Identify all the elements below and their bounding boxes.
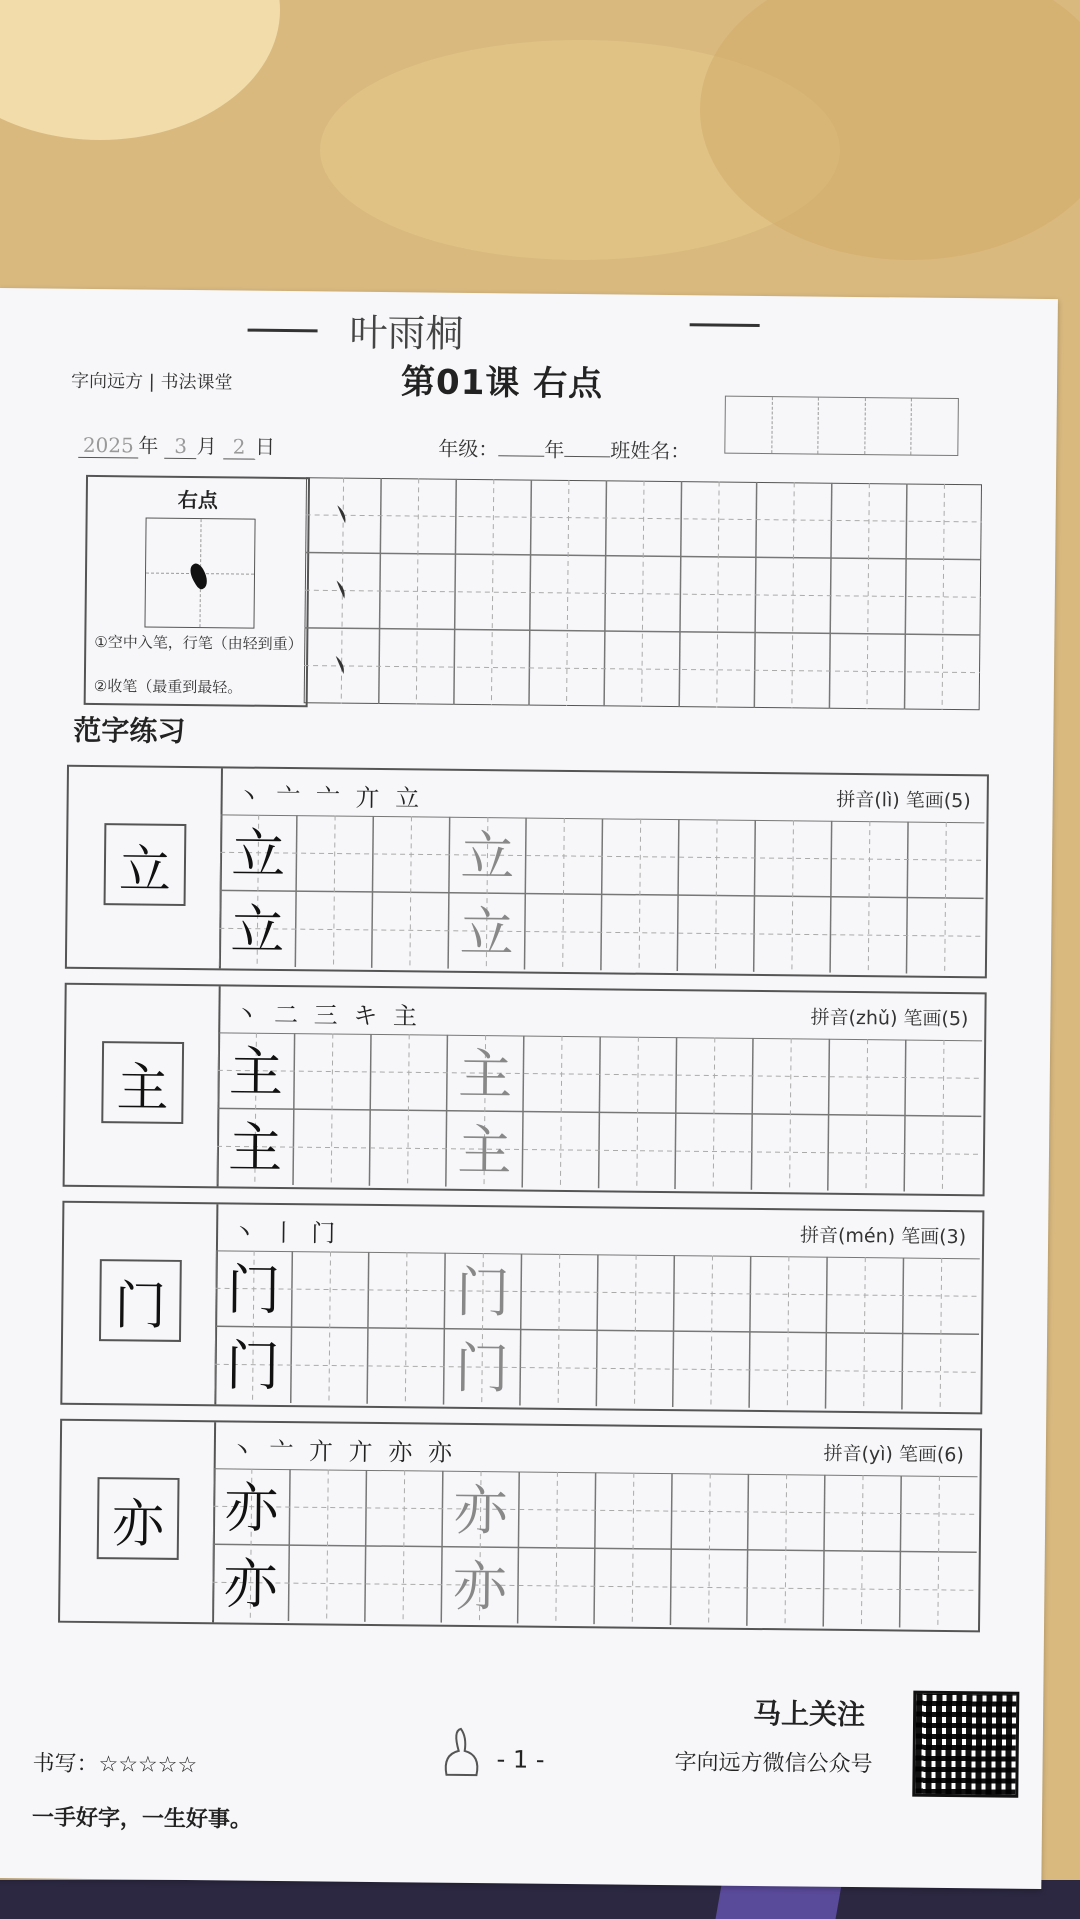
section-title: 范字练习 [73, 713, 186, 748]
stroke-practice-grid[interactable] [304, 477, 982, 710]
model-char: 主 [101, 1041, 184, 1124]
stroke-order: 丶 亠 亠 亣 立 [236, 782, 424, 813]
stroke-demo-box [84, 475, 310, 707]
char-info [800, 1220, 966, 1249]
handwritten-name: 叶雨桐 [349, 310, 464, 356]
char-info [823, 1439, 964, 1467]
brand-logo: 字向远方 | 书法课堂 [70, 370, 233, 394]
practice-grid[interactable] [212, 1468, 978, 1628]
stroke-demo-grid [144, 518, 255, 629]
background-cloth [0, 0, 280, 140]
date-row [78, 429, 275, 460]
example-char: 主 [227, 1116, 283, 1181]
follow-label: 马上关注 [752, 1696, 866, 1732]
trace-char: 立 [459, 900, 515, 965]
trace-char: 门 [455, 1260, 511, 1325]
trace-dot-icon [337, 505, 346, 523]
stroke-tip-2: ②收笔（最重到最轻。 [93, 677, 243, 697]
pinyin-label: 拼音(zhǔ) [810, 1006, 898, 1030]
lesson-title: 第01课 右点 [400, 362, 604, 405]
stroke-count-label: 笔画(3) [901, 1225, 967, 1249]
example-char: 亦 [224, 1476, 279, 1540]
char-info [810, 1003, 968, 1032]
rabbit-icon [436, 1725, 489, 1782]
qr-code[interactable] [912, 1691, 1019, 1798]
pinyin-label: 拼音(yì) [823, 1442, 893, 1466]
char-block [58, 1419, 982, 1633]
stroke-tip-1: ①空中入笔，行笔（由轻到重） [94, 633, 303, 654]
example-char: 门 [225, 1334, 281, 1398]
day-field[interactable]: 2 [223, 434, 255, 459]
grade-label: 年级： [438, 436, 499, 462]
char-model-cell [65, 985, 221, 1187]
month-label: 月 [196, 434, 217, 459]
trace-dot-icon [336, 656, 345, 674]
trace-char: 主 [457, 1118, 512, 1183]
stroke-title: 右点 [177, 487, 218, 513]
practice-grid[interactable] [217, 1032, 983, 1192]
pinyin-label: 拼音(mén) [799, 1224, 896, 1248]
stroke-count-label: 笔画(6) [898, 1443, 964, 1467]
wechat-label: 字向远方微信公众号 [674, 1750, 873, 1778]
practice-grid[interactable] [214, 1250, 980, 1410]
grade-row [438, 433, 690, 465]
stroke-order: 丶 二 三 キ 主 [234, 1000, 422, 1031]
example-char: 立 [230, 898, 285, 963]
year-label: 年 [544, 437, 565, 462]
pinyin-label: 拼音(lì) [836, 788, 900, 812]
model-char: 立 [104, 823, 187, 906]
model-char: 门 [99, 1259, 182, 1342]
stroke-count-label: 笔画(5) [905, 789, 971, 813]
example-char: 主 [228, 1040, 284, 1105]
trace-char: 亦 [452, 1554, 508, 1619]
handwritten-line [248, 329, 318, 333]
trace-char: 门 [454, 1336, 510, 1401]
char-model-cell [67, 767, 223, 969]
worksheet [0, 288, 1058, 1889]
slogan: 一手好字，一生好事。 [31, 1805, 253, 1833]
example-char: 亦 [223, 1552, 278, 1616]
practice-grid[interactable] [219, 814, 985, 974]
stroke-order: 丶 丨 门 [231, 1218, 340, 1248]
year-label: 年 [138, 433, 159, 458]
char-model-cell [62, 1203, 218, 1405]
grade-field[interactable] [498, 455, 544, 456]
char-block [63, 983, 987, 1197]
example-char: 门 [226, 1258, 282, 1322]
char-block [60, 1201, 984, 1415]
char-model-cell [60, 1421, 216, 1623]
handwritten-line [690, 323, 760, 327]
page-number: - 1 - [496, 1745, 545, 1774]
char-info [836, 785, 971, 813]
rating: 书写：☆☆☆☆☆ [32, 1751, 198, 1779]
stroke-count-label: 笔画(5) [903, 1007, 969, 1031]
trace-char: 亦 [453, 1478, 508, 1543]
model-char: 亦 [97, 1477, 180, 1560]
trace-char: 主 [457, 1042, 513, 1107]
name-boxes[interactable] [724, 396, 959, 456]
right-dot-icon [187, 561, 212, 591]
month-field[interactable]: 3 [165, 434, 197, 459]
name-label: 姓名： [630, 438, 691, 464]
day-label: 日 [254, 434, 276, 459]
trace-dot-icon [336, 581, 345, 599]
stroke-order: 丶 亠 亣 亣 亦 亦 [229, 1436, 457, 1467]
year-field[interactable]: 2025 [78, 433, 138, 459]
class-field[interactable] [564, 456, 610, 457]
trace-char: 立 [460, 824, 515, 889]
example-char: 立 [230, 822, 286, 887]
class-label: 班 [610, 438, 631, 463]
char-block [65, 765, 989, 979]
